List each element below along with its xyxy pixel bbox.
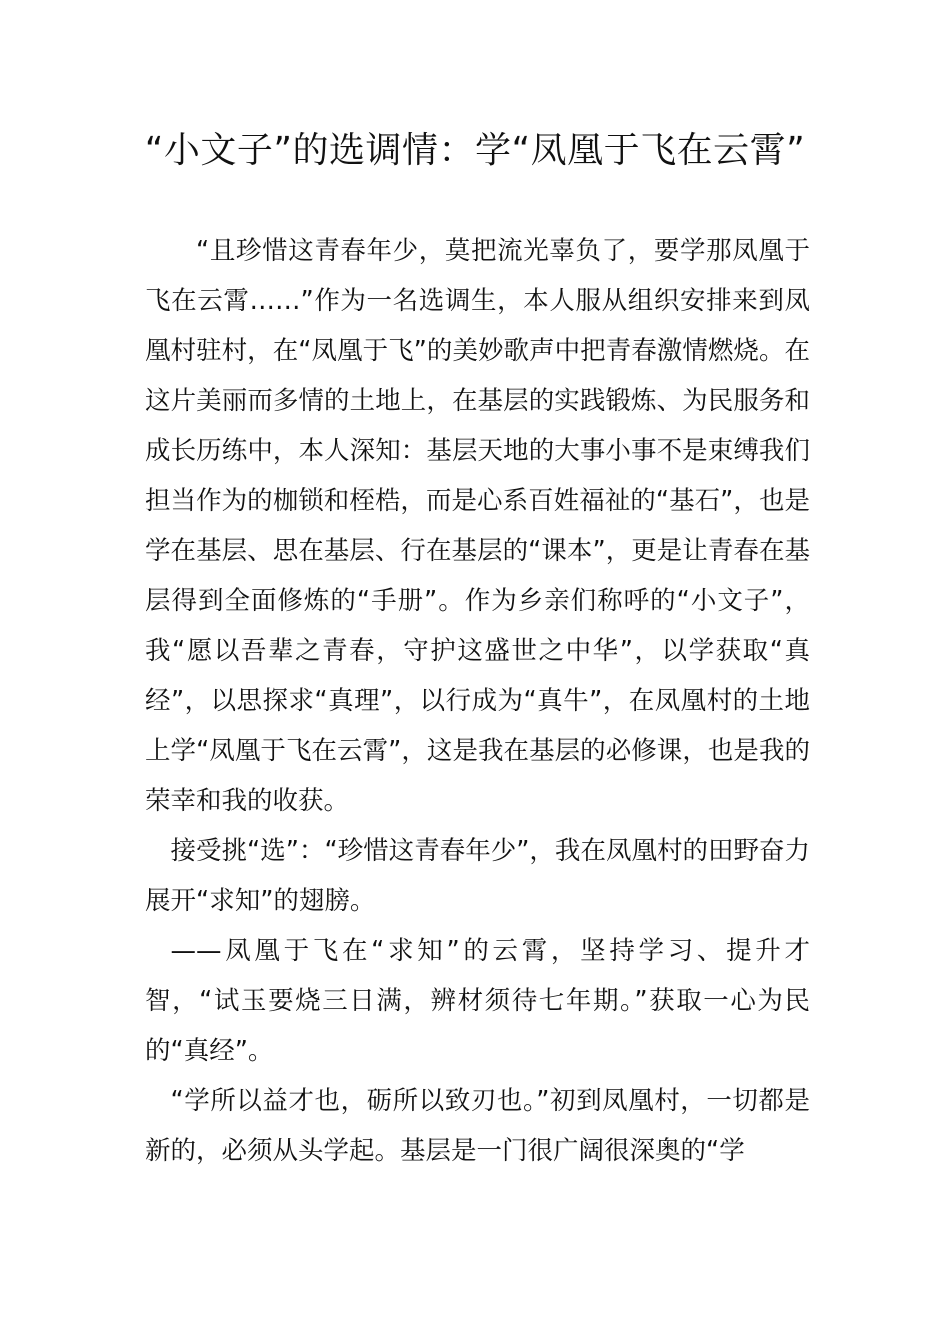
paragraph-section-heading: 接受挑“选”：“珍惜这青春年少”，我在凤凰村的田野奋力展开“求知”的翅膀。 bbox=[145, 836, 810, 916]
document-title: “小文子”的选调情：学“凤凰于飞在云霄” bbox=[144, 130, 806, 171]
paragraph-body: “学所以益才也，砺所以致刃也。”初到凤凰村，一切都是新的，必须从头学起。基层是一门很广阔很深奥的“学 bbox=[145, 1086, 810, 1166]
document-body bbox=[145, 226, 810, 1176]
paragraph-intro: “且珍惜这青春年少，莫把流光辜负了，要学那凤凰于飞在云霄……”作为一名选调生，本人服从组织安排来到凤凰村驻村，在“凤凰于飞”的美妙歌声中把青春激情燃烧。在这片美丽而多情的土地上，在基层的实践锻炼、为民服务和成长历练中，本人深知：基层天地的大事小事不是束缚我们担当作为的枷锁和桎梏，而是心系百姓福祉的“基石”，也是学在基层、思在基层、行在基层的“课本”，更是让青春在基层得到全面修炼的“手册”。作为乡亲们称呼的“小文子”，我“愿以吾辈之青春，守护这盛世之中华”，以学获取“真经”，以思探求“真理”，以行成为“真牛”，在凤凰村的土地上学“凤凰于飞在云霄”，这是我在基层的必修课，也是我的荣幸和我的收获。 bbox=[145, 236, 810, 816]
paragraph-subheading: ——凤凰于飞在“求知”的云霄，坚持学习、提升才智，“试玉要烧三日满，辨材须待七年期。”获取一心为民的“真经”。 bbox=[145, 936, 810, 1066]
